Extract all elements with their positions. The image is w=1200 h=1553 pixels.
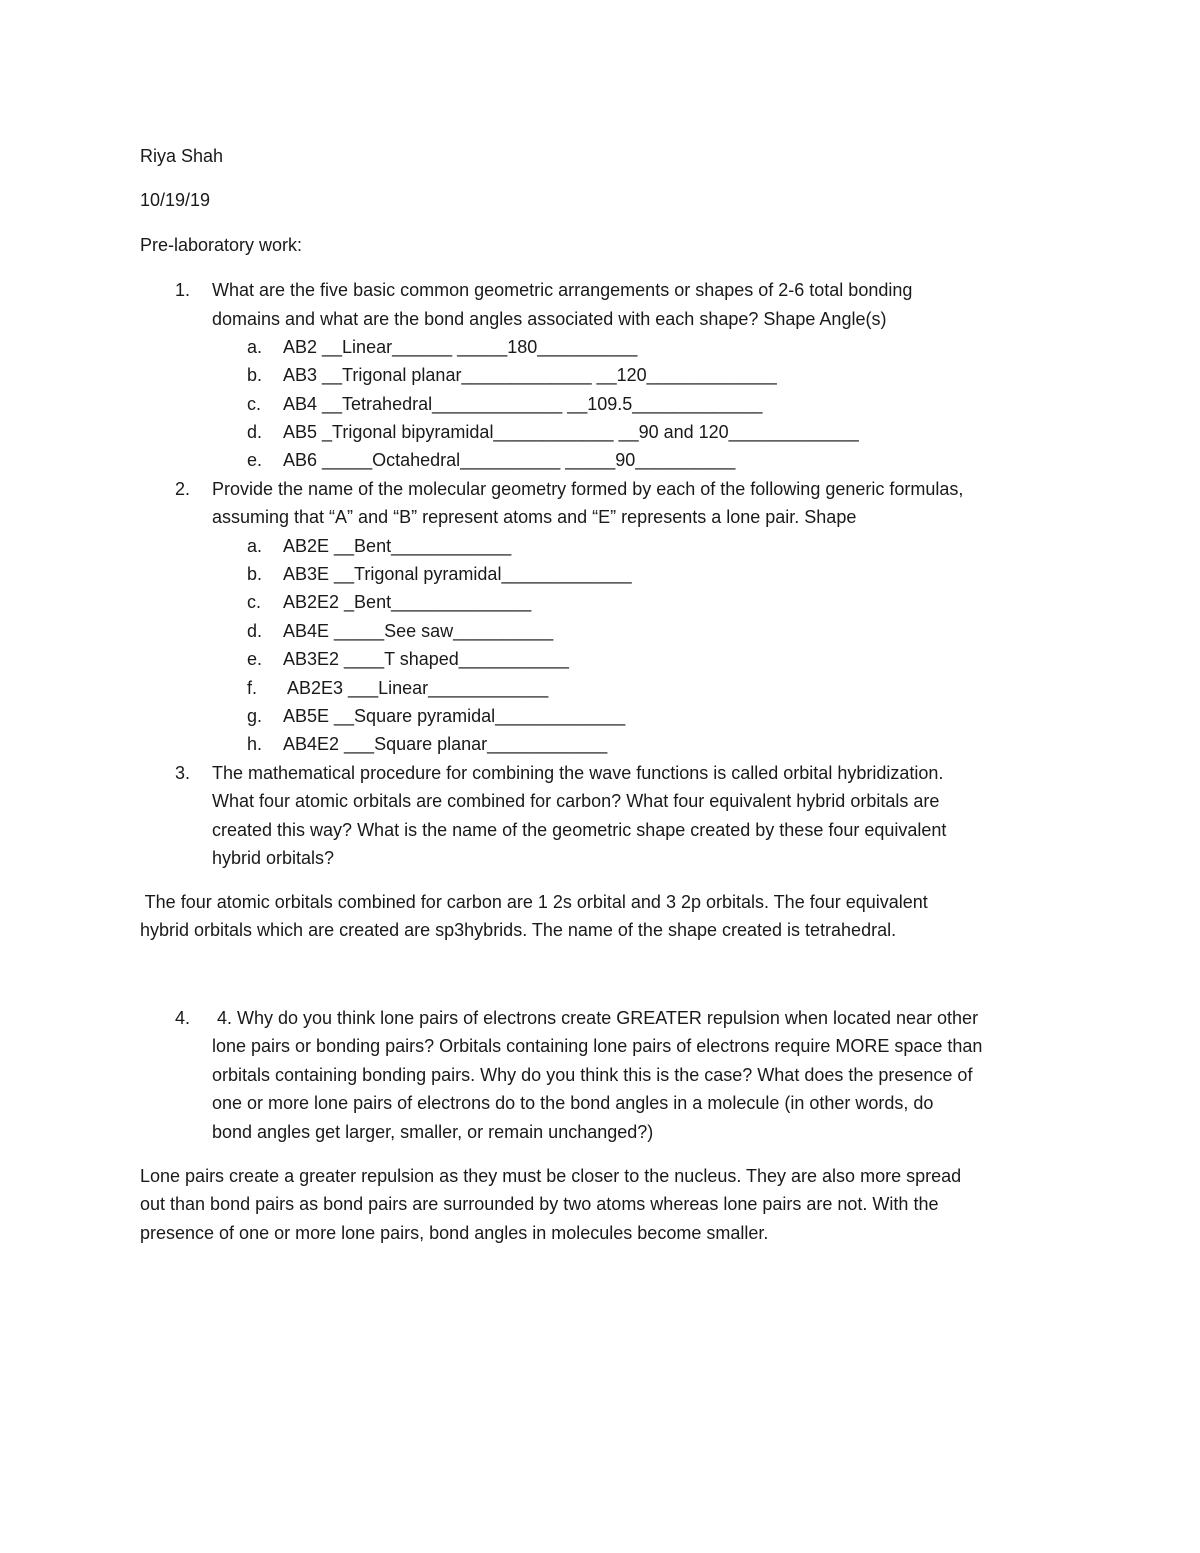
list-item: AB2E3 ___Linear____________ [283, 678, 549, 698]
list-item-letter: b. [247, 365, 263, 385]
question-2-text: assuming that “A” and “B” represent atoms and “E” represents a lone pair. Shape [212, 507, 857, 527]
list-item-letter: e. [247, 450, 263, 470]
question-3-text: The mathematical procedure for combining the wave functions is called orbital hybridization. [212, 763, 944, 783]
list-item: AB4E2 ___Square planar____________ [283, 734, 608, 754]
question-1-number: 1. [175, 280, 191, 300]
list-item: AB5E __Square pyramidal_____________ [283, 706, 626, 726]
list-item-letter: c. [247, 592, 262, 612]
list-item: AB5 _Trigonal bipyramidal____________ __90 and 120_____________ [283, 422, 859, 442]
list-item: AB4E _____See saw__________ [283, 621, 554, 641]
list-item-letter: d. [247, 621, 263, 641]
question-3-text: created this way? What is the name of the geometric shape created by these four equivalent [212, 820, 947, 840]
question-2-number: 2. [175, 479, 191, 499]
list-item: AB4 __Tetrahedral_____________ __109.5_____________ [283, 394, 763, 414]
list-item-letter: c. [247, 394, 262, 414]
section-title: Pre-laboratory work: [140, 235, 303, 255]
list-item-letter: h. [247, 734, 263, 754]
list-item-letter: e. [247, 649, 263, 669]
document-date: 10/19/19 [140, 190, 211, 210]
answer-3-text: The four atomic orbitals combined for carbon are 1 2s orbital and 3 2p orbitals. The four equivalent [140, 892, 928, 912]
list-item-letter: f. [247, 678, 258, 698]
author-name: Riya Shah [140, 146, 224, 166]
list-item: AB2 __Linear______ _____180__________ [283, 337, 638, 357]
answer-4-text: presence of one or more lone pairs, bond angles in molecules become smaller. [140, 1223, 769, 1243]
question-4-text: lone pairs or bonding pairs? Orbitals containing lone pairs of electrons require MORE space than [212, 1036, 983, 1056]
list-item-letter: a. [247, 337, 263, 357]
question-3-text: hybrid orbitals? [212, 848, 335, 868]
answer-3-text: hybrid orbitals which are created are sp3hybrids. The name of the shape created is tetrahedral. [140, 920, 897, 940]
question-4-text: one or more lone pairs of electrons do to the bond angles in a molecule (in other words, do [212, 1093, 934, 1113]
list-item-letter: a. [247, 536, 263, 556]
question-4-text: bond angles get larger, smaller, or remain unchanged?) [212, 1122, 654, 1142]
list-item-letter: d. [247, 422, 263, 442]
answer-4-text: out than bond pairs as bond pairs are surrounded by two atoms whereas lone pairs are not. With the [140, 1194, 939, 1214]
list-item: AB3E2 ____T shaped___________ [283, 649, 569, 669]
question-4-text: orbitals containing bonding pairs. Why do you think this is the case? What does the presence of [212, 1065, 973, 1085]
answer-4-text: Lone pairs create a greater repulsion as they must be closer to the nucleus. They are also more spread [140, 1166, 962, 1186]
question-4-number: 4. [175, 1008, 191, 1028]
list-item: AB3 __Trigonal planar_____________ __120_____________ [283, 365, 777, 385]
list-item: AB6 _____Octahedral__________ _____90__________ [283, 450, 736, 470]
question-3-text: What four atomic orbitals are combined for carbon? What four equivalent hybrid orbitals are [212, 791, 940, 811]
question-3-number: 3. [175, 763, 191, 783]
list-item-letter: g. [247, 706, 263, 726]
list-item-letter: b. [247, 564, 263, 584]
question-1-text: What are the five basic common geometric arrangements or shapes of 2-6 total bonding [212, 280, 913, 300]
list-item: AB2E __Bent____________ [283, 536, 512, 556]
question-1-text: domains and what are the bond angles associated with each shape? Shape Angle(s) [212, 309, 887, 329]
list-item: AB3E __Trigonal pyramidal_____________ [283, 564, 632, 584]
question-2-text: Provide the name of the molecular geometry formed by each of the following generic formulas, [212, 479, 964, 499]
list-item: AB2E2 _Bent______________ [283, 592, 532, 612]
question-4-text: 4. Why do you think lone pairs of electrons create GREATER repulsion when located near other [212, 1008, 979, 1028]
